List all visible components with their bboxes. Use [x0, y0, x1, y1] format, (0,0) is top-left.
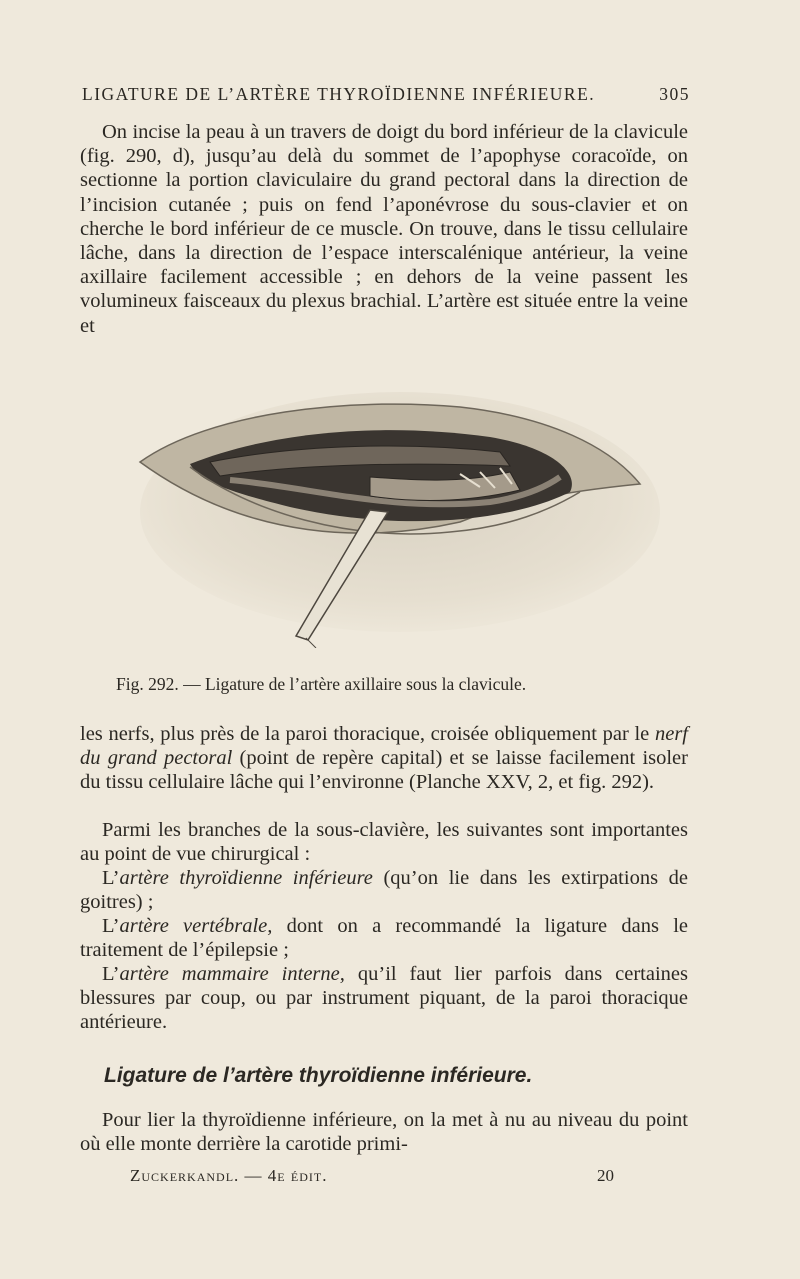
item-vertebral-artery	[80, 914, 688, 962]
page-footer	[130, 1166, 614, 1186]
nerves-emphasis: nerf du grand pectoral	[80, 723, 688, 770]
nerves-text-before: les nerfs, plus près de la paroi thoracique, croisée obliquement par le	[80, 723, 655, 745]
running-head	[82, 84, 690, 105]
item-thyroid-text: (qu’on lie dans les extirpations de goitres) ;	[80, 867, 688, 914]
item-mammary-lead: L’	[102, 963, 120, 985]
item-mammary-text: qu’il faut lier parfois dans certaines blessures par coup, ou par instrument piquant, de la paroi thoracique antérieure.	[80, 963, 688, 1034]
item-vertebral-lead: L’	[102, 915, 120, 937]
item-mammary-emphasis: artère mammaire interne,	[119, 963, 345, 985]
signature-mark: 20	[597, 1166, 614, 1185]
nerves-text-after: (point de repère capital) et se laisse facilement isoler du tissu cellulaire lâche qui l’environne (Planche XXV, 2, et fig. 292).	[80, 747, 688, 794]
item-mammary-artery	[80, 962, 688, 1035]
paragraph-thyroid-ligature: Pour lier la thyroïdienne inférieure, on la met à nu au niveau du point où elle monte derrière la carotide primi-	[80, 1109, 688, 1156]
page-number: 305	[659, 84, 690, 104]
section-heading: Ligature de l’artère thyroïdienne inférieure.	[104, 1064, 533, 1087]
item-thyroid-artery	[80, 866, 688, 914]
paragraph-incision: On incise la peau à un travers de doigt du bord inférieur de la clavicule (fig. 290, d), jusqu’au delà du sommet de l’apophyse coracoïde, on sectionne la portion claviculaire du grand pectoral dans la direction de l’incision cutanée ; puis on fend l’aponévrose du sous-clavier et on cherche le bord inférieur de ce muscle. On trouve, dans le tissu cellulaire lâche, dans la direction de l’espace interscalénique antérieur, la veine axillaire facilement accessible ; en dehors de la veine passent les volumineux faisceaux du plexus brachial. L’artère est située entre la veine et	[80, 121, 688, 337]
item-vertebral-text: dont on a recommandé la ligature dans le traitement de l’épilepsie ;	[80, 915, 688, 962]
item-vertebral-emphasis: artère vertébrale,	[119, 915, 273, 937]
surgical-illustration	[130, 392, 660, 648]
figure-caption: Fig. 292. — Ligature de l’artère axillaire sous la clavicule.	[116, 674, 527, 694]
paragraph-branches: Parmi les branches de la sous-clavière, les suivantes sont importantes au point de vue chirurgical :	[80, 819, 688, 866]
paragraph-nerves	[80, 722, 688, 795]
footer-author-edition: Zuckerkandl. — 4e édit.	[130, 1166, 328, 1185]
running-title: LIGATURE DE L’ARTÈRE THYROÏDIENNE INFÉRIEURE.	[82, 84, 596, 104]
item-thyroid-emphasis: artère thyroïdienne inférieure	[119, 867, 373, 889]
item-thyroid-lead: L’	[102, 867, 120, 889]
